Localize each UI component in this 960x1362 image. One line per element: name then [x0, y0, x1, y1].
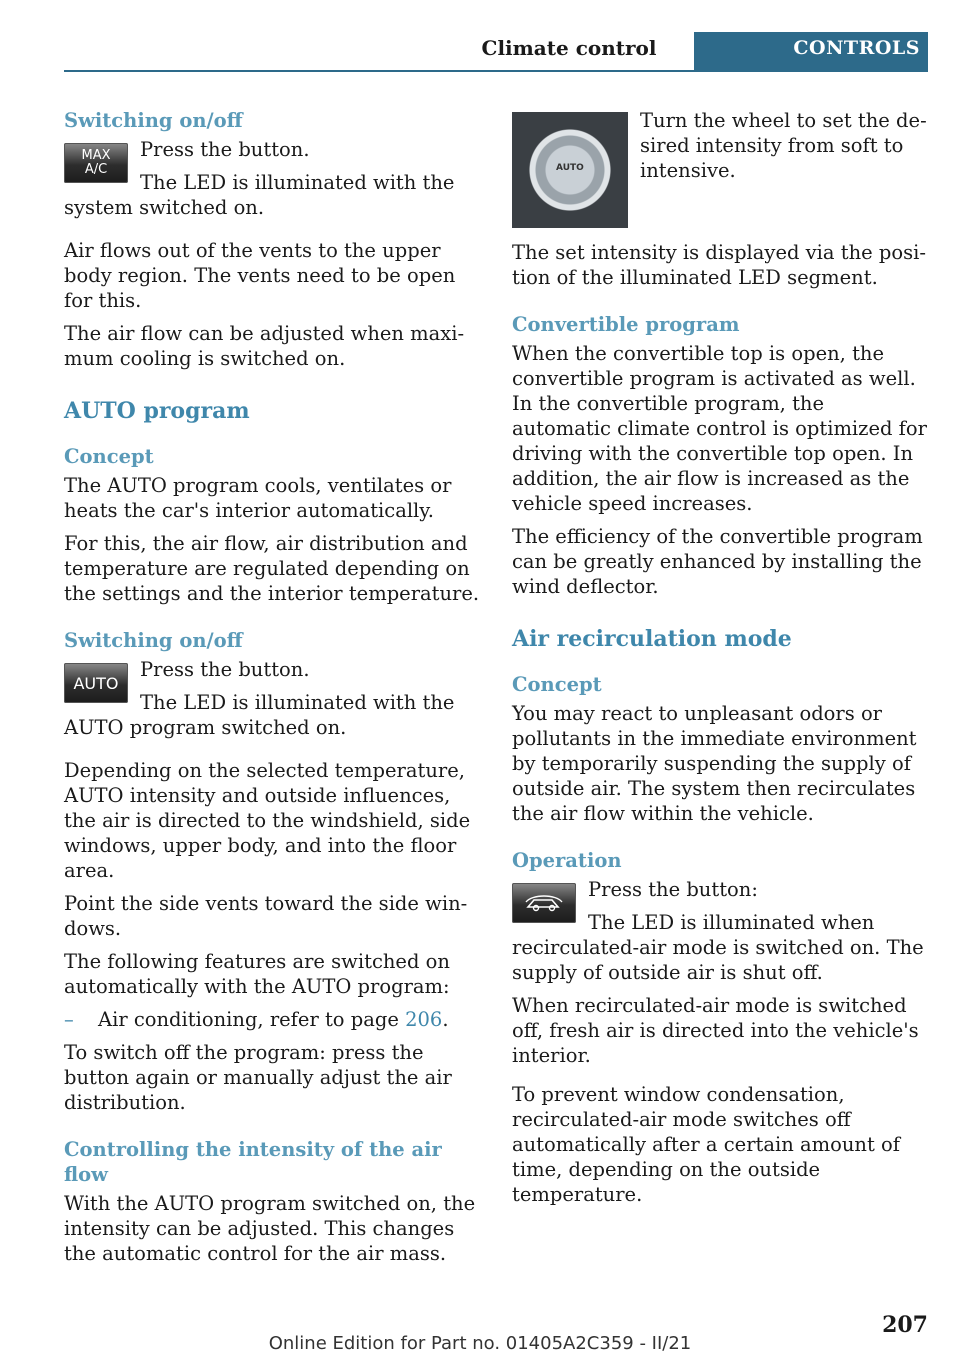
car-recirculation-icon [522, 892, 566, 914]
switching-heading-2: Switching on/off [64, 629, 243, 652]
maxac-adjust-text: The air flow can be adjusted when maximum cooling is switched on. [64, 322, 465, 370]
operation-off-text: When recirculated-air mode is switched off, fresh air is directed into the vehicle's interior. [512, 994, 919, 1067]
wheel-led-text: The set intensity is displayed via the position of the illuminated LED segment. [512, 241, 926, 289]
wheel-text: Turn the wheel to set the desired intensity from soft to intensive. [640, 109, 927, 182]
auto-direction-text: Depending on the selected temperature, AUTO intensity and outside influences, the air is directed to the windshield, side windows, upper body, and into the floor area. [64, 759, 471, 882]
auto-button-icon [64, 663, 128, 703]
convertible-text-1: When the convertible top is open, the convertible program is activated as well. In the convertible program, the automatic climate control is optimized for driving with the convertible top open. In addition, the air flow is increased as the vehicle speed increases. [512, 342, 927, 515]
intensity-wheel-image [512, 112, 628, 228]
intensity-text: With the AUTO program switched on, the intensity can be adjusted. This changes the automatic control for the air mass. [64, 1192, 476, 1265]
recirculation-button-icon [512, 883, 576, 923]
chapter-label: CONTROLS [793, 37, 920, 59]
left-column [64, 108, 480, 1274]
right-column [512, 108, 928, 1215]
auto-icon-label: AUTO [73, 673, 119, 693]
convertible-heading: Convertible program [512, 313, 740, 336]
concept-heading: Concept [64, 445, 154, 468]
max-ac-line2: A/C [84, 162, 108, 177]
concept-text-1: The AUTO program cools, ventilates or heats the car's interior automatically. [64, 474, 452, 522]
recirculation-heading: Air recirculation mode [512, 626, 792, 652]
max-ac-line1: MAX [81, 148, 111, 163]
auto-switchoff-text: To switch off the program: press the button again or manually adjust the air distribution. [64, 1041, 452, 1114]
page-link[interactable]: 206 [405, 1008, 443, 1031]
auto-features-text: The following features are switched on automatically with the AUTO program: [64, 950, 450, 998]
operation-led-text: The LED is illuminated when recirculated-air mode is switched on. The supply of outside air is shut off. [512, 911, 924, 984]
auto-program-heading: AUTO program [64, 398, 250, 424]
chapter-tab [694, 32, 928, 70]
maxac-instruction: Press the button. [140, 138, 310, 161]
feature-list [64, 1007, 480, 1032]
recirc-concept-text: You may react to unpleasant odors or pollutants in the immediate environment by temporarily suspending the supply of outside air. The system then recirculates the air flow within the vehicle. [512, 702, 917, 825]
maxac-airflow-text: Air flows out of the vents to the upper body region. The vents need to be open for this. [64, 239, 456, 312]
auto-led-text: The LED is illuminated with the AUTO program switched on. [64, 691, 455, 739]
wheel-auto-label: AUTO [556, 163, 584, 173]
footer-edition: Online Edition for Part no. 01405A2C359 - II/21 [268, 1333, 692, 1354]
maxac-led-text: The LED is illuminated with the system switched on. [64, 171, 455, 219]
recirc-concept-heading: Concept [512, 673, 602, 696]
page-number: 207 [882, 1312, 928, 1338]
convertible-text-2: The efficiency of the convertible program can be greatly enhanced by installing the wind deflector. [512, 525, 923, 598]
concept-text-2: For this, the air flow, air distribution and temperature are regulated depending on the settings and the interior temperature. [64, 532, 480, 605]
list-item: – Air conditioning, refer to page 206. [64, 1007, 480, 1032]
auto-instruction: Press the button. [140, 658, 310, 681]
auto-vents-text: Point the side vents toward the side windows. [64, 892, 468, 940]
header-rule [64, 70, 928, 72]
page-header [64, 32, 928, 72]
operation-heading: Operation [512, 849, 622, 872]
section-title: Climate control [481, 36, 657, 60]
max-ac-button-icon [64, 143, 128, 183]
intensity-heading: Controlling the intensity of the air flow [64, 1138, 442, 1186]
operation-condensation-text: To prevent window condensation, recirculated-air mode switches off automatically after a certain amount of time, depending on the outside temperature. [512, 1083, 900, 1206]
operation-instruction: Press the button: [588, 878, 758, 901]
switching-heading: Switching on/off [64, 109, 243, 132]
